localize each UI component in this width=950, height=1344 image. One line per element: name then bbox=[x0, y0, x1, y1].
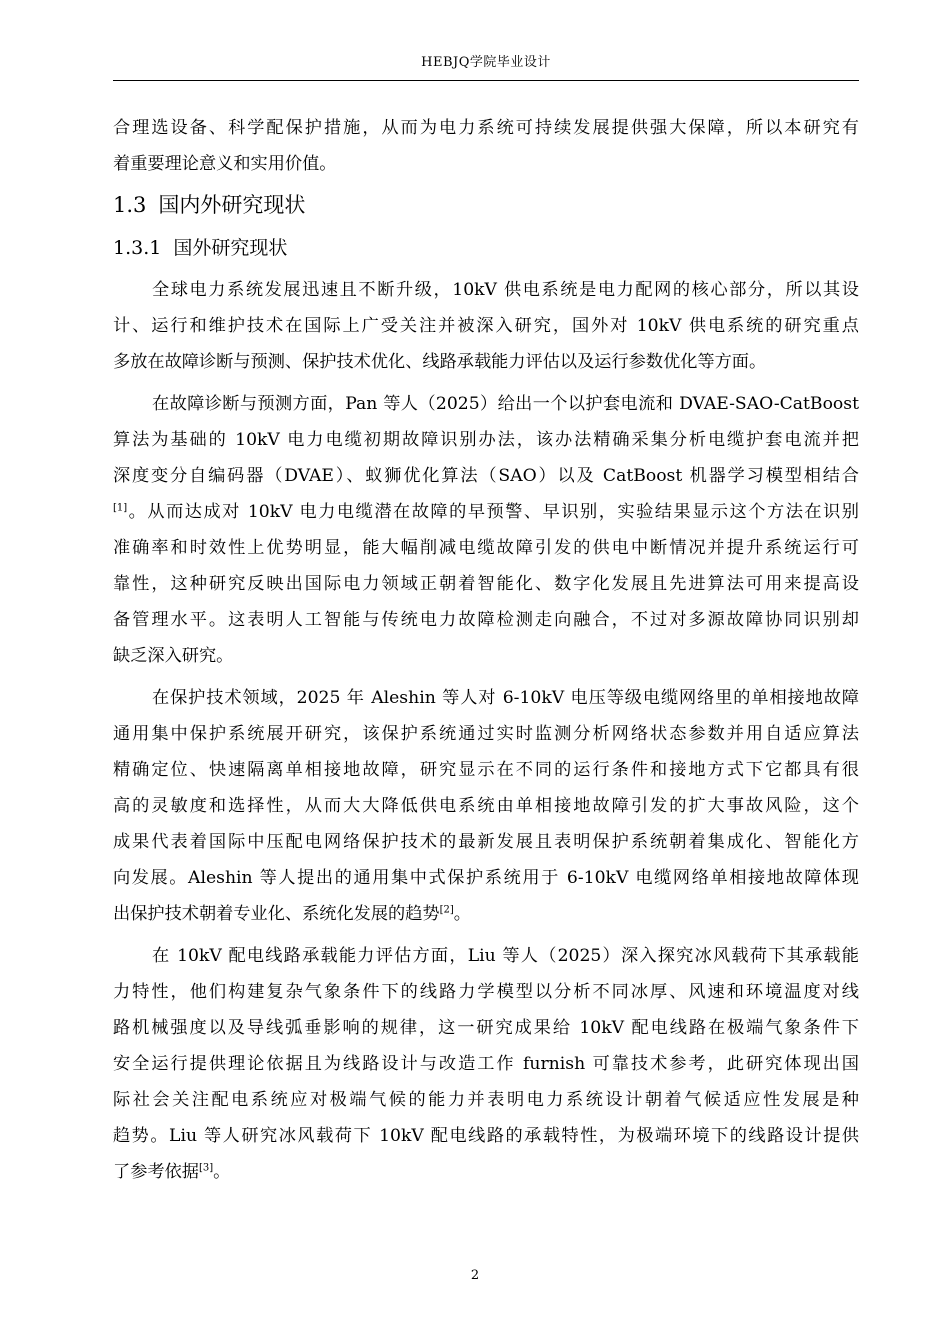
section-number: 1.3 bbox=[113, 193, 147, 217]
text-span: 。 bbox=[453, 904, 471, 924]
section-heading-1-3 bbox=[113, 192, 305, 218]
section-heading-1-3-1 bbox=[113, 236, 287, 260]
text-line: 合理选设备、科学配保护措施，从而为电力系统可持续发展提供强大保障，所以本研究有 bbox=[113, 118, 859, 138]
section-title: 国内外研究现状 bbox=[158, 193, 306, 217]
text-line: 通用集中保护系统展开研究，该保护系统通过实时监测分析网络状态参数并用自适应算法 bbox=[113, 724, 859, 744]
text-line: 安全运行提供理论依据且为线路设计与改造工作 furnish 可靠技术参考，此研究体现出国 bbox=[113, 1054, 859, 1074]
citation-ref: [3] bbox=[198, 1162, 214, 1174]
text-line: 力特性，他们构建复杂气象条件下的线路力学模型以分析不同冰厚、风速和环境温度对线 bbox=[113, 982, 859, 1002]
text-line bbox=[113, 903, 859, 925]
page-header: HEBJQ学院毕业设计 bbox=[421, 55, 551, 70]
text-line: 备管理水平。这表明人工智能与传统电力故障检测走向融合，不过对多源故障协同识别却 bbox=[113, 610, 859, 630]
text-line bbox=[113, 501, 859, 523]
text-line: 靠性，这种研究反映出国际电力领域正朝着智能化、数字化发展且先进算法可用来提高设 bbox=[113, 574, 859, 594]
header-rule bbox=[113, 80, 859, 81]
text-line: 际社会关注配电系统应对极端气候的能力并表明电力系统设计朝着气候适应性发展是种 bbox=[113, 1090, 859, 1110]
text-line: 成果代表着国际中压配电网络保护技术的最新发展且表明保护系统朝着集成化、智能化方 bbox=[113, 832, 859, 852]
text-line: 准确率和时效性上优势明显，能大幅削减电缆故障引发的供电中断情况并提升系统运行可 bbox=[113, 538, 859, 558]
text-line: 多放在故障诊断与预测、保护技术优化、线路承载能力评估以及运行参数优化等方面。 bbox=[113, 352, 767, 372]
text-line: 路机械强度以及导线弧垂影响的规律，这一研究成果给 10kV 配电线路在极端气象条件下 bbox=[113, 1018, 859, 1038]
text-line: 在 10kV 配电线路承载能力评估方面，Liu 等人（2025）深入探究冰风载荷下其承载能 bbox=[152, 946, 859, 966]
page-number: 2 bbox=[470, 1268, 480, 1283]
text-line: 趋势。Liu 等人研究冰风载荷下 10kV 配电线路的承载特性，为极端环境下的线路设计提供 bbox=[113, 1126, 859, 1146]
text-line: 向发展。Aleshin 等人提出的通用集中式保护系统用于 6-10kV 电缆网络单相接地故障体现 bbox=[113, 868, 859, 888]
text-span: 。 bbox=[213, 1162, 231, 1182]
text-line: 着重要理论意义和实用价值。 bbox=[113, 154, 337, 174]
text-span: 了参考依据 bbox=[113, 1162, 199, 1182]
text-span: 出保护技术朝着专业化、系统化发展的趋势 bbox=[113, 904, 440, 924]
citation-ref: [1] bbox=[113, 502, 128, 514]
text-line: 精确定位、快速隔离单相接地故障，研究显示在不同的运行条件和接地方式下它都具有很 bbox=[113, 760, 859, 780]
text-line: 计、运行和维护技术在国际上广受关注并被深入研究，国外对 10kV 供电系统的研究重点 bbox=[113, 316, 859, 336]
section-title: 国外研究现状 bbox=[173, 237, 288, 259]
section-number: 1.3.1 bbox=[113, 237, 162, 259]
text-line: 算法为基础的 10kV 电力电缆初期故障识别办法，该办法精确采集分析电缆护套电流并把 bbox=[113, 430, 859, 450]
text-span: 。从而达成对 10kV 电力电缆潜在故障的早预警、早识别，实验结果显示这个方法在识别 bbox=[127, 502, 859, 522]
text-line: 在故障诊断与预测方面，Pan 等人（2025）给出一个以护套电流和 DVAE-SAO-CatBoost bbox=[152, 394, 859, 414]
text-line: 深度变分自编码器（DVAE）、蚁狮优化算法（SAO）以及 CatBoost 机器学习模型相结合 bbox=[113, 466, 859, 486]
text-line: 高的灵敏度和选择性，从而大大降低供电系统由单相接地故障引发的扩大事故风险，这个 bbox=[113, 796, 859, 816]
text-line: 全球电力系统发展迅速且不断升级，10kV 供电系统是电力配网的核心部分，所以其设 bbox=[152, 280, 859, 300]
text-line: 在保护技术领域，2025 年 Aleshin 等人对 6-10kV 电压等级电缆网络里的单相接地故障 bbox=[152, 688, 859, 708]
text-line bbox=[113, 1161, 859, 1183]
citation-ref: [2] bbox=[439, 904, 454, 916]
text-line: 缺乏深入研究。 bbox=[113, 646, 234, 666]
